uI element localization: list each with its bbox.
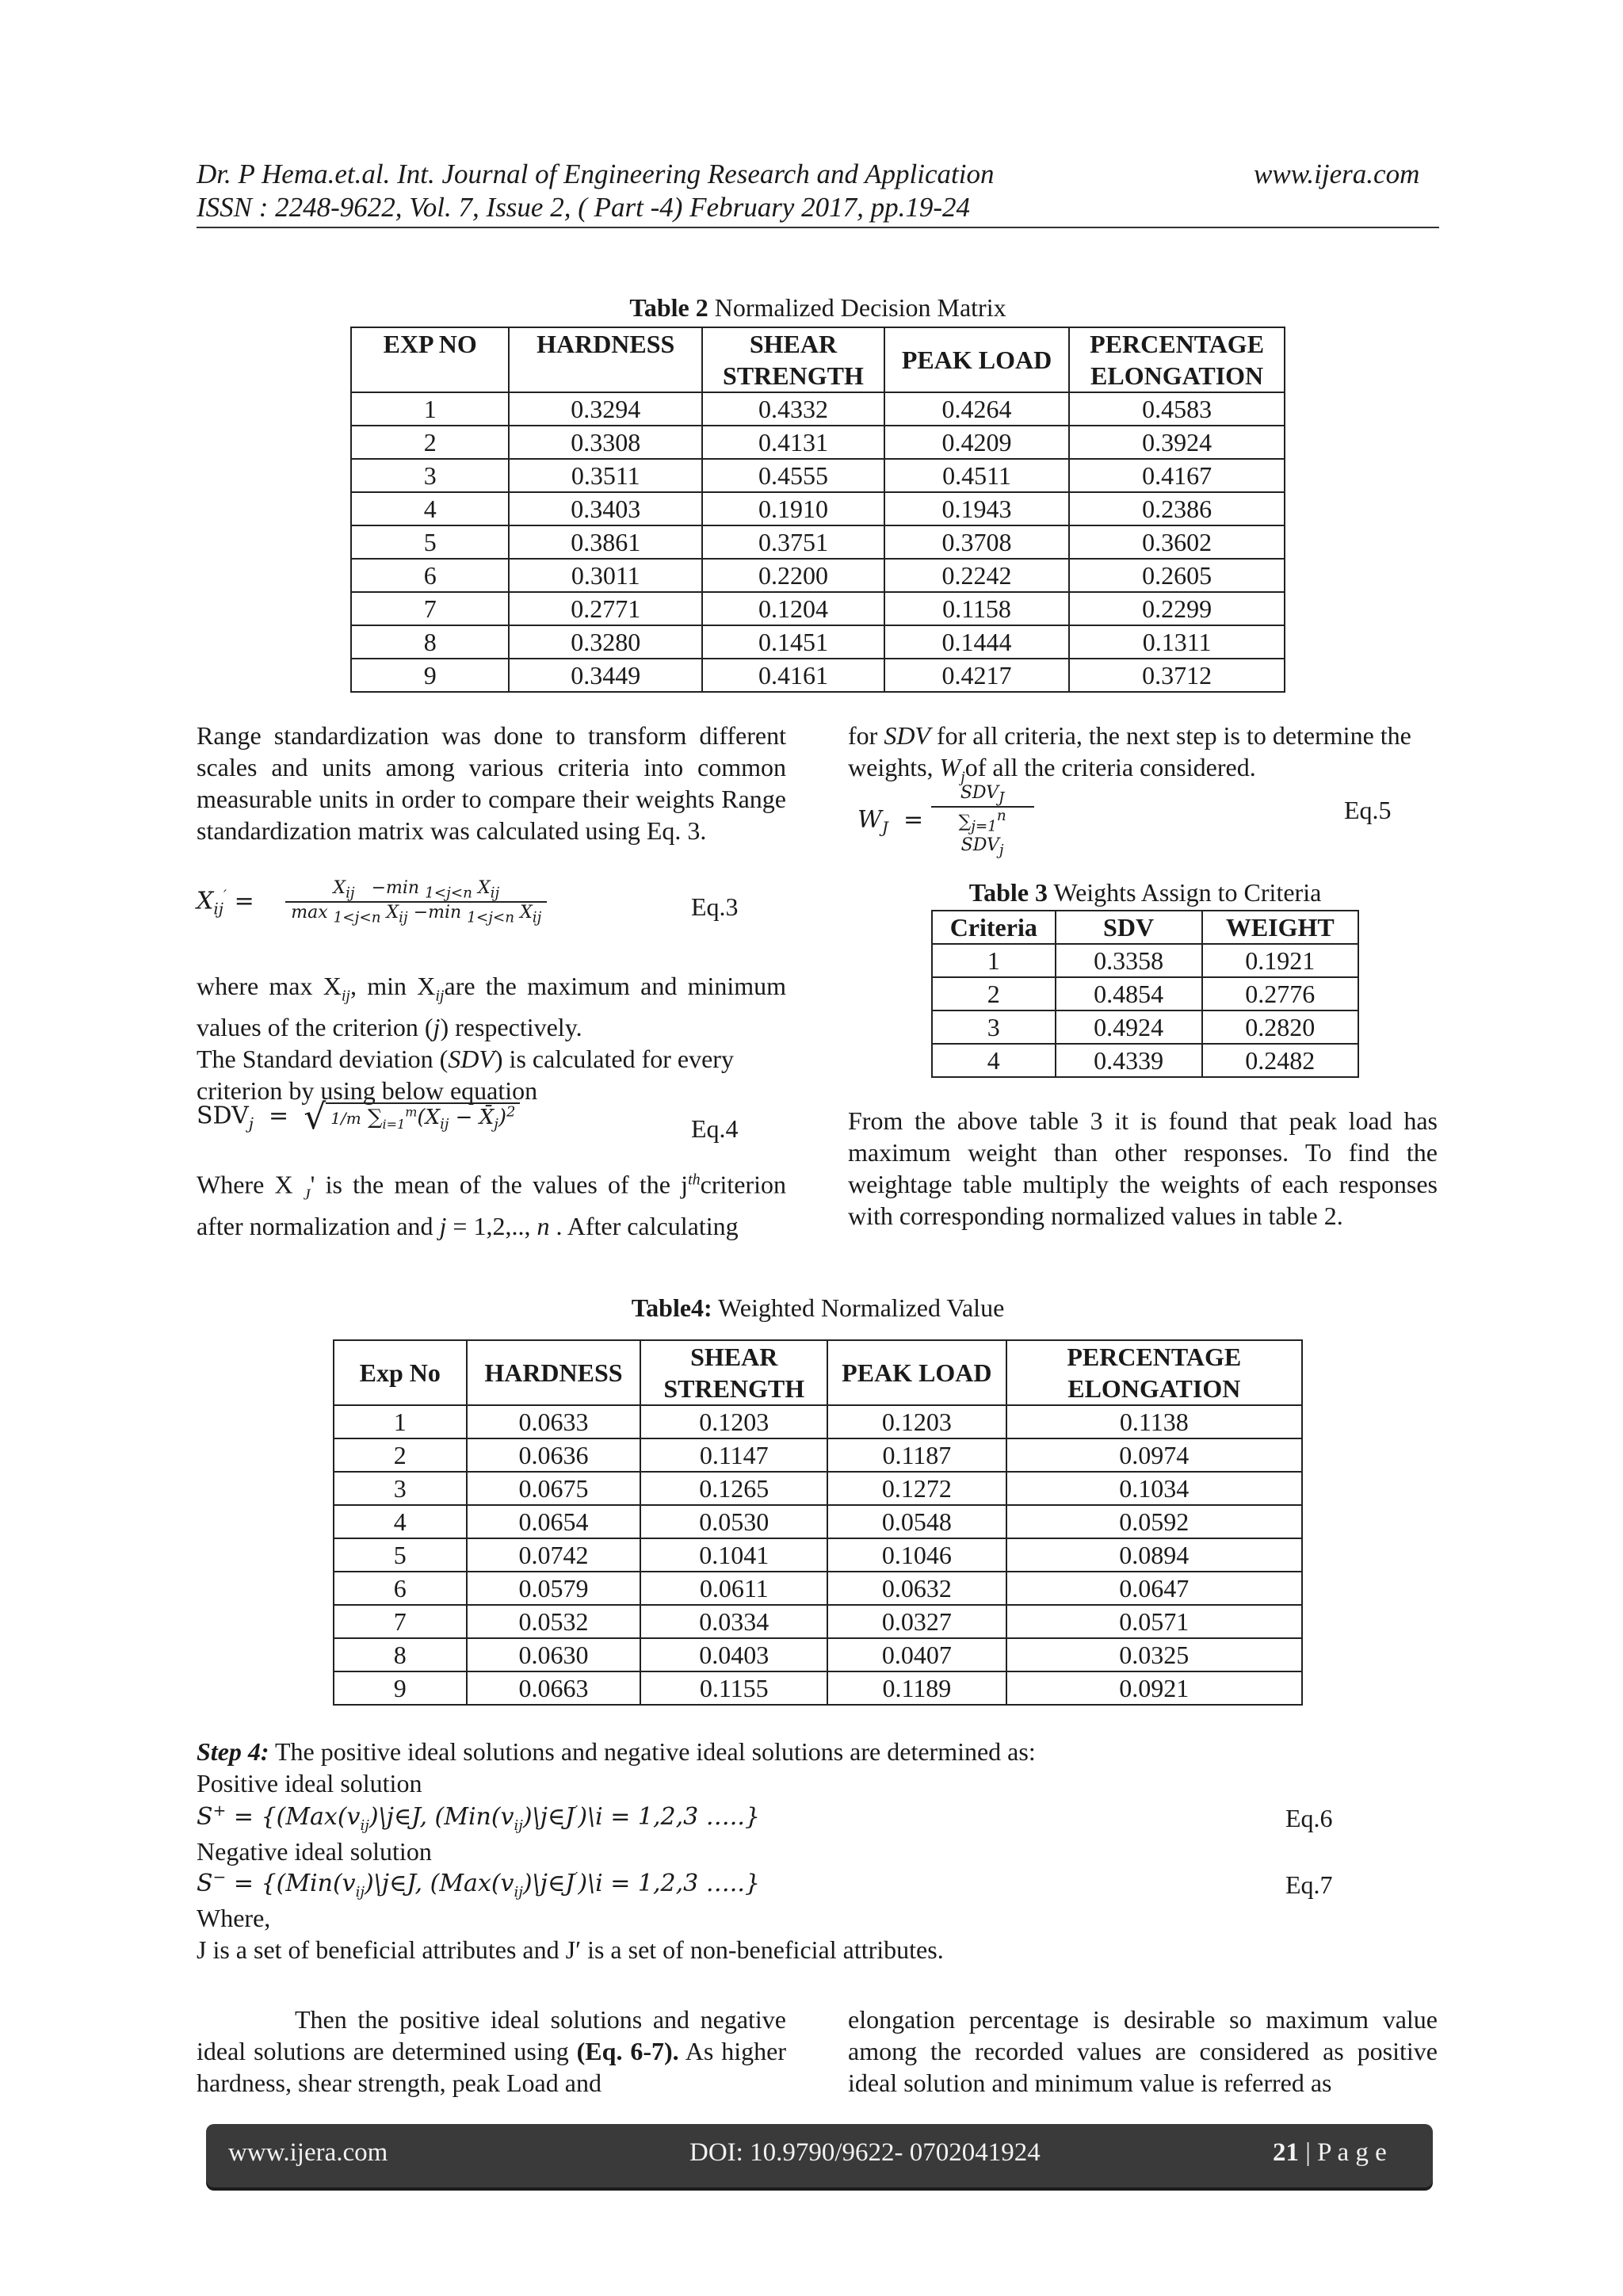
table2-header: EXP NO xyxy=(351,327,509,392)
table4-cell: 0.1155 xyxy=(640,1671,827,1705)
table4-cell: 3 xyxy=(334,1472,467,1505)
table2-cell: 0.4583 xyxy=(1069,392,1285,426)
table3-header: SDV xyxy=(1056,911,1202,944)
table4-cell: 4 xyxy=(334,1505,467,1538)
table2-row xyxy=(351,392,1285,426)
eq7-label: Eq.7 xyxy=(1285,1870,1333,1899)
where-block: Where, J is a set of beneficial attributes and J′ is a set of non-beneficial attributes. xyxy=(197,1904,944,1964)
table2-cell: 0.1943 xyxy=(884,492,1069,525)
table3-cell: 0.2482 xyxy=(1202,1044,1358,1077)
table4-row xyxy=(334,1638,1302,1671)
table4-row xyxy=(334,1405,1302,1438)
table3-row xyxy=(932,1044,1358,1077)
equation-3: $X_{ij}'$ = $\frac{X_{ij} -\min _{1<j<n} X_{ij}}{\max _{1<j<n} X_{ij} -\min _{1<j<n} X_{ij}}$ xyxy=(197,878,547,926)
table2-cell: 0.3712 xyxy=(1069,659,1285,692)
table4-row xyxy=(334,1538,1302,1572)
table4-cell: 9 xyxy=(334,1671,467,1705)
table2-cell: 0.2242 xyxy=(884,559,1069,592)
table3-cell: 0.2776 xyxy=(1202,977,1358,1010)
bottom-left-paragraph: Then the positive ideal solutions and negative ideal solutions are determined using (Eq. 6-7). As higher hardness, shear strength, peak Load and xyxy=(197,2005,787,2097)
table3-cell: 0.4924 xyxy=(1056,1010,1202,1044)
table4-cell: 0.0654 xyxy=(467,1505,641,1538)
eq4-label: Eq.4 xyxy=(691,1114,739,1143)
table4-cell: 0.1147 xyxy=(640,1438,827,1472)
eq6-label: Eq.6 xyxy=(1285,1804,1333,1832)
issn-line: ISSN : 2248-9622, Vol. 7, Issue 2, ( Part -4) February 2017, pp.19-24 xyxy=(197,192,971,223)
table2-cell: 1 xyxy=(351,392,509,426)
table2-caption: Table 2 Normalized Decision Matrix xyxy=(629,293,1006,322)
table4-row xyxy=(334,1505,1302,1538)
table3-header: WEIGHT xyxy=(1202,911,1358,944)
step4-block: Step 4: The positive ideal solutions and negative ideal solutions are determined as: Positive ideal solution xyxy=(197,1737,1036,1797)
table4-cell: 0.0530 xyxy=(640,1505,827,1538)
table2-cell: 4 xyxy=(351,492,509,525)
table4-cell: 1 xyxy=(334,1405,467,1438)
table4-cell: 0.0403 xyxy=(640,1638,827,1671)
left-paragraph-3: Where X $_J$' is the mean of the values of the $j^{th}criterion$ after normalization and j = 1,2,.., n . After calculating xyxy=(197,1170,787,1241)
table2-cell: 0.4511 xyxy=(884,459,1069,492)
right-paragraph-2: From the above table 3 it is found that peak load has maximum weight than other responses. To find the weightage table multiply the weights of each responses with corresponding normalized values in table 2. xyxy=(848,1106,1438,1230)
table2-cell: 0.4161 xyxy=(702,659,884,692)
eq3-label: Eq.3 xyxy=(691,892,739,921)
table2-header: HARDNESS xyxy=(509,327,702,392)
table4-cell: 0.1272 xyxy=(827,1472,1006,1505)
table2-cell: 0.3403 xyxy=(509,492,702,525)
table4-cell: 0.0548 xyxy=(827,1505,1006,1538)
table4-cell: 0.1041 xyxy=(640,1538,827,1572)
table4-cell: 0.0407 xyxy=(827,1638,1006,1671)
table4-cell: 0.0630 xyxy=(467,1638,641,1671)
table4-header: SHEAR STRENGTH xyxy=(640,1340,827,1405)
table2-cell: 0.1204 xyxy=(702,592,884,625)
equation-7: $S^- = \{(Min(v_{ij})\backslash j\in J$, $(Max(v_{ij})\backslash j\in J')\backslash i = 1,2,3$ …..} xyxy=(197,1867,760,1901)
table2-cell: 0.3449 xyxy=(509,659,702,692)
table2-cell: 0.4209 xyxy=(884,426,1069,459)
table2-cell: 0.1451 xyxy=(702,625,884,659)
journal-site[interactable]: www.ijera.com xyxy=(1254,159,1420,189)
table2-cell: 0.3511 xyxy=(509,459,702,492)
table2-cell: 0.1311 xyxy=(1069,625,1285,659)
table4-cell: 0.0894 xyxy=(1006,1538,1302,1572)
table4-cell: 0.1189 xyxy=(827,1671,1006,1705)
table4-cell: 0.1034 xyxy=(1006,1472,1302,1505)
table2-cell: 0.3708 xyxy=(884,525,1069,559)
neg-title: Negative ideal solution xyxy=(197,1837,432,1866)
table2-row xyxy=(351,492,1285,525)
table2-cell: 0.4217 xyxy=(884,659,1069,692)
equation-4: $SDV_j$ = √ 1/m $\sum_{i=1}^m(X_{ij}$ − $X̄_j)^2$ xyxy=(197,1097,520,1137)
table4-cell: 7 xyxy=(334,1605,467,1638)
table4-row xyxy=(334,1438,1302,1472)
table3-row xyxy=(932,944,1358,977)
table4-cell: 0.0633 xyxy=(467,1405,641,1438)
table4-header: PERCENTAGE ELONGATION xyxy=(1006,1340,1302,1405)
table2-cell: 0.3011 xyxy=(509,559,702,592)
table2-cell: 0.2605 xyxy=(1069,559,1285,592)
table4-cell: 0.0636 xyxy=(467,1438,641,1472)
table2-cell: 0.4555 xyxy=(702,459,884,492)
table3-cell: 0.4854 xyxy=(1056,977,1202,1010)
left-paragraph-1: Range standardization was done to transform different scales and units among various criteria into common measurable units in order to compare their weights Range standardization matrix was calculated using Eq. 3. xyxy=(197,721,786,845)
table2-cell: 7 xyxy=(351,592,509,625)
table3-cell: 0.1921 xyxy=(1202,944,1358,977)
table3 xyxy=(931,910,1359,1078)
table2-cell: 3 xyxy=(351,459,509,492)
table3-row xyxy=(932,977,1358,1010)
table4-cell: 0.0611 xyxy=(640,1572,827,1605)
table2 xyxy=(350,327,1285,693)
table2-cell: 0.3602 xyxy=(1069,525,1285,559)
footer-site[interactable]: www.ijera.com xyxy=(228,2138,388,2167)
table4-row xyxy=(334,1671,1302,1705)
table4-cell: 0.0974 xyxy=(1006,1438,1302,1472)
table4-cell: 6 xyxy=(334,1572,467,1605)
table2-row xyxy=(351,459,1285,492)
footer-page: 21 | P a g e xyxy=(1273,2138,1387,2167)
table2-header: SHEAR STRENGTH xyxy=(702,327,884,392)
table2-cell: 0.3294 xyxy=(509,392,702,426)
table4-cell: 5 xyxy=(334,1538,467,1572)
table2-row xyxy=(351,426,1285,459)
table4-header: Exp No xyxy=(334,1340,467,1405)
equation-6: $S^+ = \{(Max(v_{ij})\backslash j\in J$, $(Min(v_{ij})\backslash j\in J')\backslash i = 1,2,3$ …..} xyxy=(197,1801,760,1834)
table2-cell: 0.3280 xyxy=(509,625,702,659)
table2-cell: 0.2200 xyxy=(702,559,884,592)
table4-cell: 0.0675 xyxy=(467,1472,641,1505)
table4-cell: 0.1203 xyxy=(827,1405,1006,1438)
table2-header: PERCENTAGE ELONGATION xyxy=(1069,327,1285,392)
table4 xyxy=(333,1339,1303,1706)
table3-header: Criteria xyxy=(932,911,1056,944)
page-footer xyxy=(206,2124,1433,2187)
table2-cell: 6 xyxy=(351,559,509,592)
table2-cell: 8 xyxy=(351,625,509,659)
table2-cell: 0.3861 xyxy=(509,525,702,559)
journal-line: Dr. P Hema.et.al. Int. Journal of Engineering Research and Application xyxy=(197,159,995,189)
table4-cell: 0.1046 xyxy=(827,1538,1006,1572)
table4-cell: 0.0571 xyxy=(1006,1605,1302,1638)
eq5-label: Eq.5 xyxy=(1344,796,1392,824)
table2-cell: 9 xyxy=(351,659,509,692)
table4-cell: 0.0921 xyxy=(1006,1671,1302,1705)
table3-caption: Table 3 Weights Assign to Criteria xyxy=(968,878,1322,907)
table4-cell: 2 xyxy=(334,1438,467,1472)
table4-caption: Table4: Weighted Normalized Value xyxy=(631,1293,1005,1322)
table2-cell: 0.1158 xyxy=(884,592,1069,625)
table2-cell: 2 xyxy=(351,426,509,459)
table4-cell: 0.0742 xyxy=(467,1538,641,1572)
table2-cell: 0.3751 xyxy=(702,525,884,559)
table4-row xyxy=(334,1572,1302,1605)
table2-cell: 0.4332 xyxy=(702,392,884,426)
table3-cell: 3 xyxy=(932,1010,1056,1044)
table2-cell: 0.1444 xyxy=(884,625,1069,659)
table4-cell: 0.0334 xyxy=(640,1605,827,1638)
table4-cell: 0.1265 xyxy=(640,1472,827,1505)
table4-cell: 0.0663 xyxy=(467,1671,641,1705)
right-paragraph-1: for SDV for all criteria, the next step is to determine the weights, $W_jof$ all the criteria considered. xyxy=(848,721,1411,786)
table2-cell: 0.1910 xyxy=(702,492,884,525)
table2-cell: 0.3924 xyxy=(1069,426,1285,459)
table4-cell: 0.1187 xyxy=(827,1438,1006,1472)
table4-cell: 0.0647 xyxy=(1006,1572,1302,1605)
table2-cell: 0.3308 xyxy=(509,426,702,459)
table4-cell: 0.0325 xyxy=(1006,1638,1302,1671)
table2-cell: 0.2299 xyxy=(1069,592,1285,625)
table3-cell: 0.4339 xyxy=(1056,1044,1202,1077)
table4-header: PEAK LOAD xyxy=(827,1340,1006,1405)
table4-row xyxy=(334,1605,1302,1638)
table4-cell: 0.0532 xyxy=(467,1605,641,1638)
table2-cell: 0.4264 xyxy=(884,392,1069,426)
table2-row xyxy=(351,559,1285,592)
table2-row xyxy=(351,592,1285,625)
table3-cell: 2 xyxy=(932,977,1056,1010)
table3-row xyxy=(932,1010,1358,1044)
equation-5: $W_J$ = $\frac{SDV_J}{\sum_{j=1}^n SDV_j}$ xyxy=(857,783,1034,859)
table4-row xyxy=(334,1472,1302,1505)
table3-cell: 1 xyxy=(932,944,1056,977)
table2-row xyxy=(351,659,1285,692)
table4-cell: 0.0632 xyxy=(827,1572,1006,1605)
table4-cell: 8 xyxy=(334,1638,467,1671)
table3-cell: 0.3358 xyxy=(1056,944,1202,977)
table4-cell: 0.0579 xyxy=(467,1572,641,1605)
table4-cell: 0.0592 xyxy=(1006,1505,1302,1538)
header-rule xyxy=(197,227,1439,228)
table2-row xyxy=(351,525,1285,559)
table4-header: HARDNESS xyxy=(467,1340,641,1405)
table2-cell: 0.2771 xyxy=(509,592,702,625)
table4-cell: 0.0327 xyxy=(827,1605,1006,1638)
table3-cell: 0.2820 xyxy=(1202,1010,1358,1044)
table4-cell: 0.1203 xyxy=(640,1405,827,1438)
table3-cell: 4 xyxy=(932,1044,1056,1077)
table2-cell: 0.2386 xyxy=(1069,492,1285,525)
footer-doi: DOI: 10.9790/9622- 0702041924 xyxy=(689,2138,1041,2167)
table2-cell: 0.4167 xyxy=(1069,459,1285,492)
table4-cell: 0.1138 xyxy=(1006,1405,1302,1438)
table2-header: PEAK LOAD xyxy=(884,327,1069,392)
table2-row xyxy=(351,625,1285,659)
table2-cell: 0.4131 xyxy=(702,426,884,459)
table2-cell: 5 xyxy=(351,525,509,559)
bottom-right-paragraph: elongation percentage is desirable so maximum value among the recorded values are considered as positive ideal solution and minimum value is referred as xyxy=(848,2005,1438,2097)
left-paragraph-2: where $\max X_{ij}$, $\min X_{ij}are$ the maximum and minimum values of the criterion (j) respectively. The Standard deviation (SDV) is calculated for every criterion by using below equation xyxy=(197,972,787,1106)
